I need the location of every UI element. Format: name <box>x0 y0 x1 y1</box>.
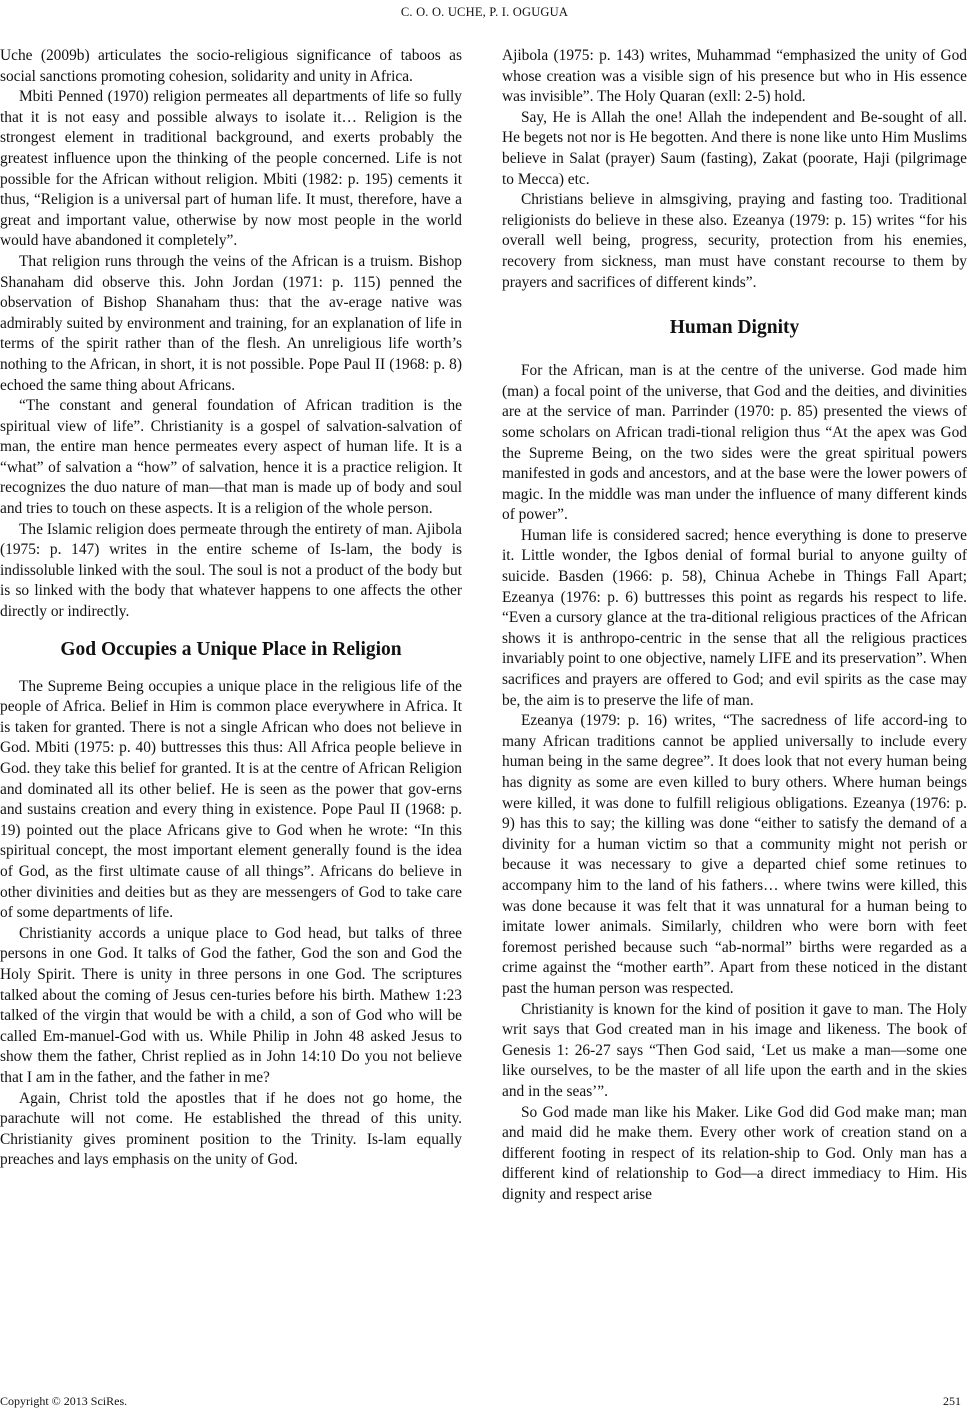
paragraph: Ezeanya (1979: p. 16) writes, “The sacredness of life accord-ing to many African traditions cannot be applied universally to include every human being in the same degree”. It does look that not every human being has dignity as some are even killed to bury others. Where human beings were killed, it was done to fulfill religious obligations. Ezeanya (1976: p. 9) has this to say; the killing was done “either to satisfy the demand of a divinity for a human victim so that a community might not perish or because it was necessary to give a departed chief some retinues to accompany him to the land of his fathers… where twins were killed, this was done because it was felt that it was unnatural for a human being to imitate lower animals. Similarly, children who were born with feet foremost perished because such “ab-normal” births were regarded as a crime against the “mother earth”. Apart from these noticed in the distant past the human person was respected. <box>502 712 967 997</box>
paragraph: Again, Christ told the apostles that if he does not go home, the parachute will not come. He established the thread of this unity. Christianity gives prominent position to the Trinity. Is-lam equally preaches and lays emphasis on the unity of God. <box>0 1089 462 1169</box>
paragraph: Christians believe in almsgiving, praying and fasting too. Traditional religionists do believe in these also. Ezeanya (1979: p. 15) writes “for his overall well being, progress, security, protection from his enemies, recovery from sickness, man must have constant recourse to them by prayers and sacrifices of different kinds”. <box>502 191 967 291</box>
paragraph: Christianity accords a unique place to God head, but talks of three persons in one God. It talks of God the father, God the son and God the Holy Spirit. There is unity in three persons in one God. The scriptures talked about the coming of Jesus cen-turies before his birth. Mathew 1:23 talked of the virgin that would be with a child, a son of God who will be called Em-manuel-God with us. While Philip in John 48 asked Jesus to show them the father, Christ replied as in John 14:10 Do you not believe that I am in the father, and the father in me? <box>0 924 462 1086</box>
paragraph: The Supreme Being occupies a unique place in the religious life of the people of Africa. Belief in Him is common place everywhere in Africa. It is taken for granted. There is not a single African who does not believe in God. Mbiti (1975: p. 40) buttresses this thus: All Africa people believe in God. they take this belief for granted. It is at the centre of African Religion and dominated all its other belief. He is seen as the power that gov-erns and sustains creation and every thing in existence. Pope Paul II (1968: p. 19) pointed out the place Africans give to God when he wrote: “In this spiritual concept, the most important element generally found is the idea of God, as the first ultimate cause of all things”. Africans do believe in other divinities and deities but as they are messengers of God to take care of some departments of life. <box>0 677 462 922</box>
paragraph: Say, He is Allah the one! Allah the independent and Be-sought of all. He begets not nor is He begotten. And there is none like unto Him Muslims believe in Salat (prayer) Saum (fasting), Zakat (poorate, Haji (pilgrimage to Mecca) etc. <box>502 108 967 188</box>
running-head: C. O. O. UCHE, P. I. OGUGUA <box>400 5 569 19</box>
paragraph: The Islamic religion does permeate through the entirety of man. Ajibola (1975: p. 147) writes in the entire scheme of Is-lam, the body is indissoluble linked with the soul. The soul is not a product of the body but is so linked with the body that whatever happens to one affects the other directly or indirectly. <box>0 520 462 621</box>
paragraph: Ajibola (1975: p. 143) writes, Muhammad “emphasized the unity of God whose creation was a visible sign of his presence but who in His essence was invisible”. The Holy Quaran (exll: 2-5) hold. <box>502 47 967 106</box>
paragraph: Mbiti Penned (1970) religion permeates all departments of life so fully that it is not easy and possible always to isolate it… Religion is the strongest element in traditional background, and exerts probably the greatest influence upon the thinking of the people concerned. Life is not possible for the African without religion. Mbiti (1982: p. 195) cements it thus, “Religion is a universal part of human life. It must, therefore, have a great and important value, otherwise by now most people in the world would have abandoned it completely”. <box>0 88 462 250</box>
paragraph: So God made man like his Maker. Like God did God make man; man and maid did he make them. Every other work of creation stand on a different footing in respect of its relation-ship to God. Only man has a different kind of relationship to God—a direct immediacy to Him. His dignity and respect arise <box>502 1103 967 1203</box>
paragraph: That religion runs through the veins of the African is a truism. Bishop Shanaham did observe this. John Jordan (1971: p. 115) penned the observation of Bishop Shanaham thus: that the av-erage native was admirably suited by environment and training, for an explanation of life in terms of the spirit rather than of the flesh. An unreligious life worth’s nothing to the African, in short, it is not possible. Pope Paul II (1968: p. 8) echoed the same thing about Africans. <box>0 252 462 394</box>
page-number: 251 <box>943 1394 961 1408</box>
paragraph: Christianity is known for the kind of position it gave to man. The Holy writ says that God created man in his image and likeness. The book of Genesis 1: 26-27 says “Then God said, ‘Let us make a man—some one like ourselves, to be the master of all life upon the earth and in the skies and in the seas’”. <box>502 1000 967 1100</box>
paragraph: For the African, man is at the centre of the universe. God made him (man) a focal point of the universe, that God and the deities, and divinities are at the service of man. Parrinder (1970: p. 85) presented the views of some scholars on African tradi-tional religion thus “At the apex was God the Supreme Being, on the two sides were the great spiritual powers manifested in gods and ancestors, and at the base were the lower powers of magic. In the middle was man under the influence of many different kinds of power”. <box>502 362 967 524</box>
right-column <box>502 46 967 1205</box>
section-heading: Human Dignity <box>669 317 800 339</box>
left-column <box>0 46 462 1171</box>
copyright-notice: Copyright © 2013 SciRes. <box>0 1394 128 1408</box>
paragraph: Human life is considered sacred; hence everything is done to preserve it. Little wonder, the Igbos denial of formal burial to anyone guilty of suicide. Basden (1966: p. 58), Chinua Achebe in Things Fall Apart; Ezeanya (1976: p. 6) buttresses this point as regards his respect to life. “Even a cursory glance at the tra-ditional religious practices of the African shows it is anthropo-centric in the sense that all the religious practices invariably point to one objective, namely LIFE and its preservation”. When sacrifices and prayers are offered to God; and evil spirits as the case may be, the aim is to preserve the life of man. <box>502 526 967 709</box>
section-heading: God Occupies a Unique Place in Religion <box>60 638 402 660</box>
paragraph: Uche (2009b) articulates the socio-religious significance of taboos as social sanctions promoting cohesion, solidarity and unity in Africa. <box>0 47 462 85</box>
paragraph: “The constant and general foundation of African tradition is the spiritual view of life”. Christianity is a gospel of salvation-salvation of man, the entire man hence permeates every aspect of human life. It is a “what” of salvation a “how” of salvation, hence it is a practice religion. It recognizes the duo nature of man—that man is made up of body and soul and tries to touch on these aspects. It is a religion of the whole person. <box>0 397 462 518</box>
